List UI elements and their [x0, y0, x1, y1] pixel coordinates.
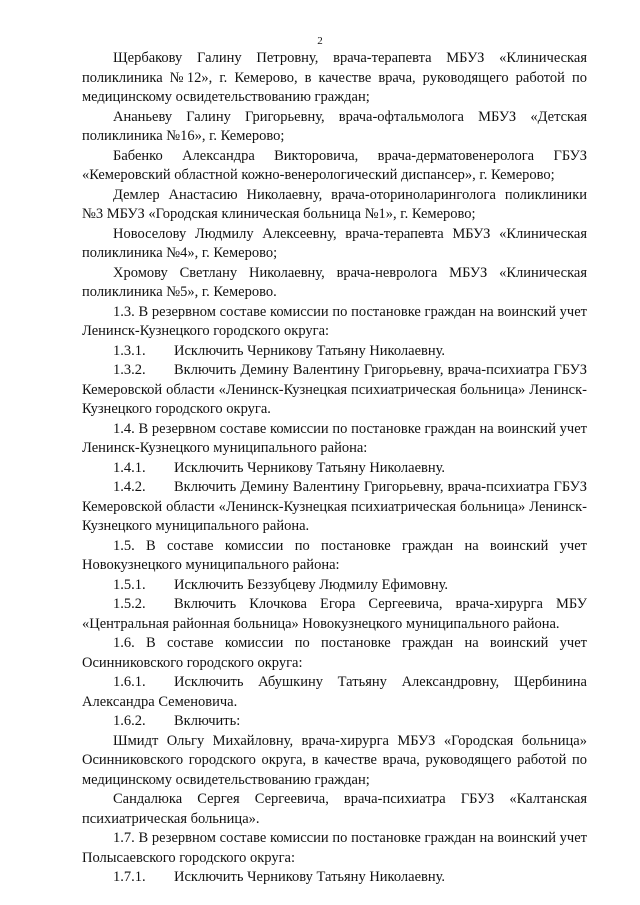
paragraph-shmidt: Шмидт Ольгу Михайловну, врача-хирурга МБУЗ «Городская больница» Осинниковского городского округа, в качестве врача, руководящего работой по медицинскому освидетельствованию граждан;: [82, 732, 587, 788]
item-number: 1.7.1.: [113, 869, 146, 885]
section-1-6-heading: 1.6. В составе комиссии по постановке граждан на воинский учет Осинниковского городского округа:: [82, 635, 587, 671]
section-1-3-heading: 1.3. В резервном составе комиссии по постановке граждан на воинский учет Ленинск-Кузнецкого городского округа:: [82, 303, 587, 339]
item-1-4-2: [82, 478, 587, 537]
item-number: 1.6.1.: [113, 674, 146, 690]
item-text: Включить Демину Валентину Григорьевну, врача-психиатра ГБУЗ Кемеровской области «Ленинск-Кузнецкая психиатрическая больница» Ленинск-Кузнецкого городского округа.: [82, 362, 587, 417]
item-number: 1.5.2.: [113, 596, 146, 612]
item-1-3-2: [82, 361, 587, 420]
item-1-5-1: [82, 576, 587, 596]
paragraph-novoselova: Новоселову Людмилу Алексеевну, врача-терапевта МБУЗ «Клиническая поликлиника №4», г. Кемерово;: [82, 225, 587, 261]
item-number: 1.3.1.: [113, 342, 146, 359]
item-1-3-1: [82, 342, 587, 362]
item-1-4-1: [82, 459, 587, 479]
paragraph-khromova: Хромову Светлану Николаевну, врача-невролога МБУЗ «Клиническая поликлиника №5», г. Кемерово.: [82, 264, 587, 300]
item-number: 1.6.2.: [113, 713, 146, 729]
item-text: Включить Клочкова Егора Сергеевича, врача-хирурга МБУ «Центральная районная больница» Новокузнецкого муниципального района.: [82, 596, 587, 632]
section-1-4-heading: 1.4. В резервном составе комиссии по постановке граждан на воинский учет Ленинск-Кузнецкого муниципального района:: [82, 420, 587, 456]
paragraph-babenko: Бабенко Александра Викторовича, врача-дерматовенеролога ГБУЗ «Кемеровский областной кожно-венерологический диспансер», г. Кемерово;: [82, 147, 587, 183]
item-text: Включить:: [174, 713, 241, 729]
item-text: Исключить Черникову Татьяну Николаевну.: [174, 459, 446, 476]
item-1-7-1: [82, 868, 587, 888]
item-number: 1.5.1.: [113, 576, 146, 593]
item-text: Исключить Черникову Татьяну Николаевну.: [174, 342, 446, 359]
paragraph-ananyeva: Ананьеву Галину Григорьевну, врача-офтальмолога МБУЗ «Детская поликлиника №16», г. Кемерово;: [82, 108, 587, 144]
item-number: 1.4.2.: [113, 479, 146, 495]
item-1-5-2: [82, 595, 587, 634]
item-text: Исключить Абушкину Татьяну Александровну, Щербинина Александра Семеновича.: [82, 674, 587, 710]
section-1-5-heading: 1.5. В составе комиссии по постановке граждан на воинский учет Новокузнецкого муниципального района:: [82, 537, 587, 573]
item-number: 1.4.1.: [113, 459, 146, 476]
paragraph-sandalyuk: Сандалюка Сергея Сергеевича, врача-психиатра ГБУЗ «Калтанская психиатрическая больница».: [82, 791, 587, 827]
paragraph-shcherbakova: Щербакову Галину Петровну, врача-терапевта МБУЗ «Клиническая поликлиника №12», г. Кемерово, в качестве врача, руководящего работой по медицинскому освидетельствованию граждан;: [82, 50, 587, 105]
item-text: Исключить Черникову Татьяну Николаевну.: [174, 869, 446, 885]
item-text: Исключить Беззубцеву Людмилу Ефимовну.: [174, 576, 449, 593]
document-body: [82, 49, 587, 888]
item-1-6-2: [82, 712, 587, 732]
page-number: 2: [317, 35, 323, 47]
paragraph-demler: Демлер Анастасию Николаевну, врача-оториноларинголога поликлиники №3 МБУЗ «Городская клиническая больница №1», г. Кемерово;: [82, 186, 587, 222]
item-text: Включить Демину Валентину Григорьевну, врача-психиатра ГБУЗ Кемеровской области «Ленинск-Кузнецкая психиатрическая больница» Ленинск-Кузнецкого муниципального района.: [82, 479, 587, 534]
item-1-6-1: [82, 673, 587, 712]
item-number: 1.3.2.: [113, 362, 146, 378]
section-1-7-heading: 1.7. В резервном составе комиссии по постановке граждан на воинский учет Полысаевского городского округа:: [82, 830, 587, 866]
